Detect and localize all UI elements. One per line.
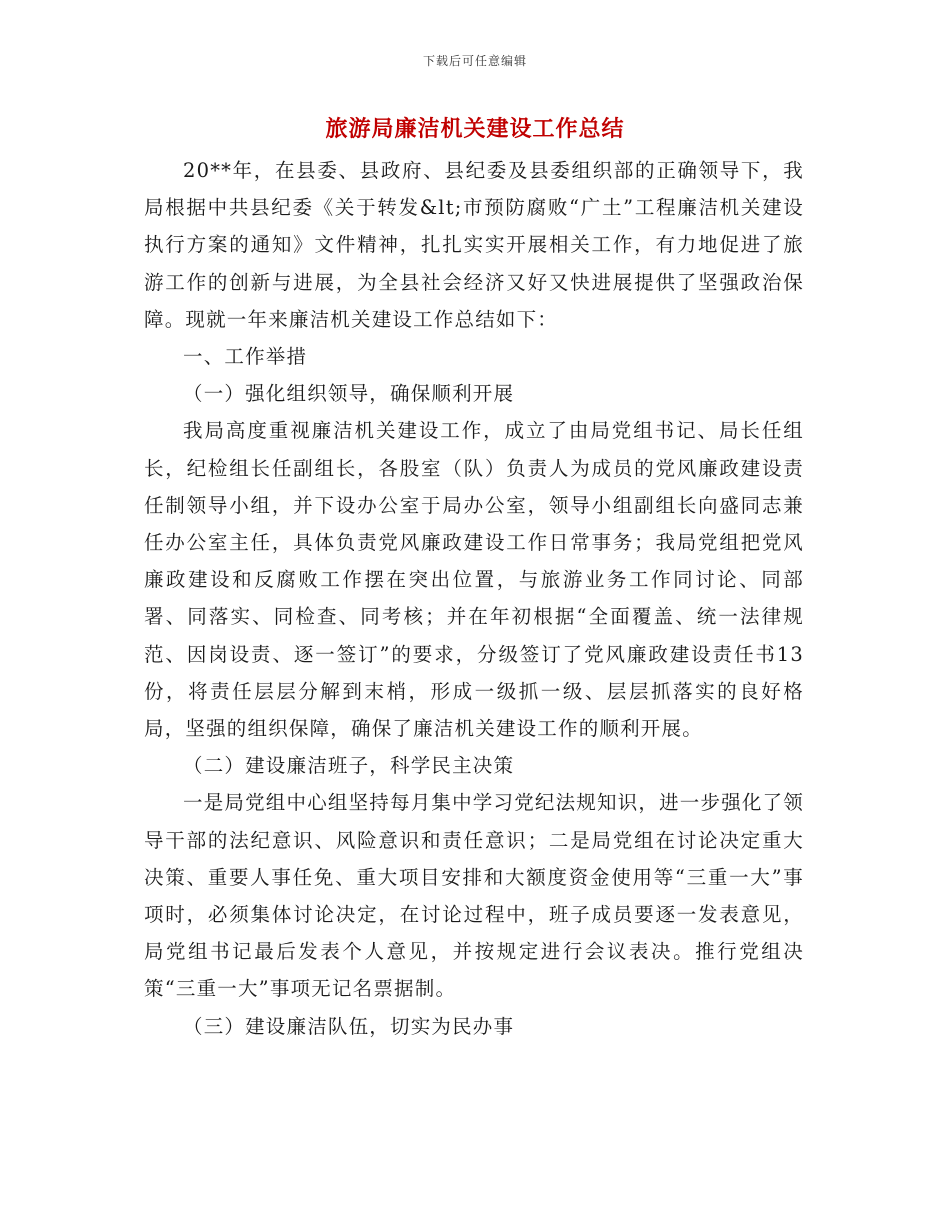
- document-title: 旅游局廉洁机关建设工作总结: [325, 116, 625, 142]
- subsection-heading-3: （三）建设廉洁队伍，切实为民办事: [183, 1014, 515, 1038]
- subsection-heading-2: （二）建设廉洁班子，科学民主决策: [183, 754, 515, 778]
- subsection-heading-1: （一）强化组织领导，确保顺利开展: [183, 382, 515, 406]
- subsection-paragraph-2: 一是局党组中心组坚持每月集中学习党纪法规知识，进一步强化了领导干部的法纪意识、风险意识和责任意识；二是局党组在讨论决定重大决策、重要人事任免、重大项目安排和大额度资金使用等“三重一大”事项时，必须集体讨论决定，在讨论过程中，班子成员要逐一发表意见，局党组书记最后发表个人意见，并按规定进行会议表决。推行党组决策“三重一大”事项无记名票据制。: [144, 791, 805, 1001]
- intro-paragraph: 20**年，在县委、县政府、县纪委及县委组织部的正确领导下，我局根据中共县纪委《关于转发&lt;市预防腐败“广土”工程廉洁机关建设执行方案的通知》文件精神，扎扎实实开展相关工作，有力地促进了旅游工作的创新与进展，为全县社会经济又好又快进展提供了坚强政治保障。现就一年来廉洁机关建设工作总结如下：: [144, 159, 804, 331]
- section-heading-work-measures: 一、工作举措: [183, 345, 308, 369]
- header-note: 下载后可任意编辑: [422, 54, 527, 68]
- document-body: [144, 152, 804, 1045]
- subsection-paragraph-1: 我局高度重视廉洁机关建设工作，成立了由局党组书记、局长任组长，纪检组长任副组长，各股室（队）负责人为成员的党风廉政建设责任制领导小组，并下设办公室于局办公室，领导小组副组长向盛同志兼任办公室主任，具体负责党风廉政建设工作日常事务；我局党组把党风廉政建设和反腐败工作摆在突出位置，与旅游业务工作同讨论、同部署、同落实、同检查、同考核；并在年初根据“全面覆盖、统一法律规范、因岗设责、逐一签订”的要求，分级签订了党风廉政建设责任书13份，将责任层层分解到末梢，形成一级抓一级、层层抓落实的良好格局，坚强的组织保障，确保了廉洁机关建设工作的顺利开展。: [144, 419, 804, 741]
